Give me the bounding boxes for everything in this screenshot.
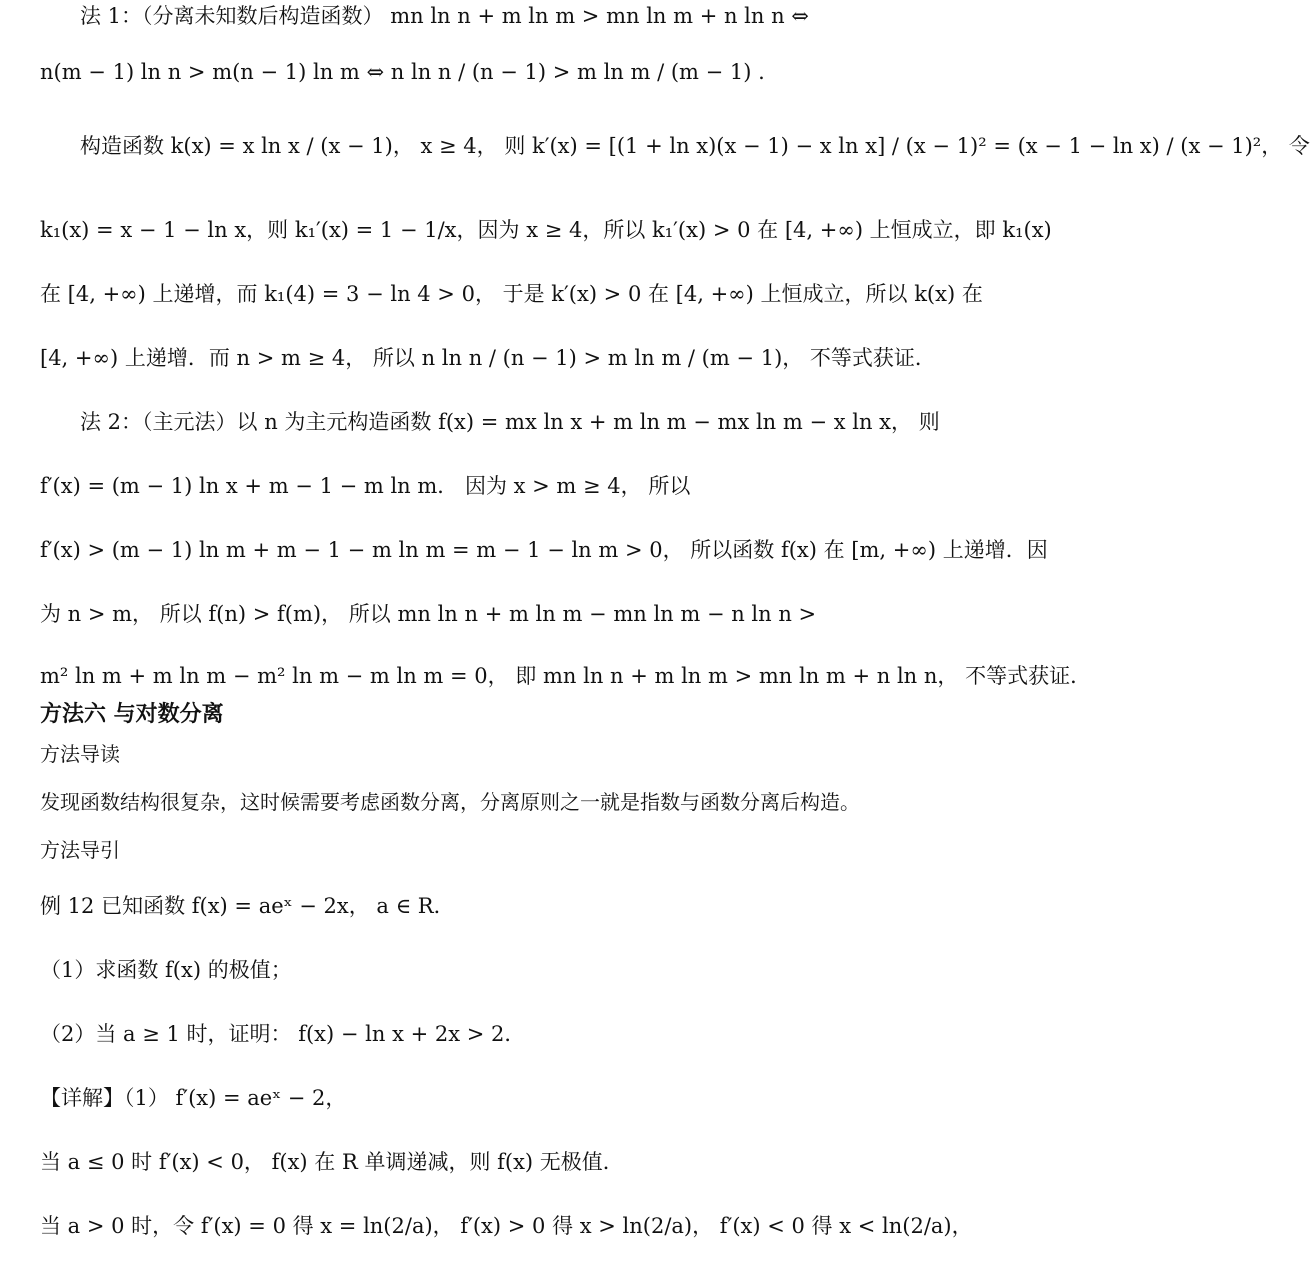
solution-line-2: 当 a ≤ 0 时 f′(x) < 0， f(x) 在 R 单调递减，则 f(x) 无极值． — [40, 1150, 624, 1174]
conclusion-1-line: [4, +∞) 上递增．而 n > m ≥ 4， 所以 n ln n / (n − 1) > m ln m / (m − 1)， 不等式获证． — [40, 346, 936, 370]
method-guide-heading: 方法导引 — [40, 838, 120, 862]
example-12: 例 12 已知函数 f(x) = aeˣ − 2x， a ∈ R． — [40, 894, 455, 918]
k-increasing-line: 在 [4, +∞) 上递增，而 k₁(4) = 3 − ln 4 > 0， 于是 k′(x) > 0 在 [4, +∞) 上恒成立，所以 k(x) 在 — [40, 282, 983, 306]
solution-line-1: 【详解】（1） f′(x) = aeˣ − 2， — [40, 1086, 347, 1110]
method-intro-heading: 方法导读 — [40, 742, 120, 766]
k1-derivative-line: k₁(x) = x − 1 − ln x，则 k₁′(x) = 1 − 1/x，因为 x ≥ 4，所以 k₁′(x) > 0 在 [4, +∞) 上恒成立，即 k₁(x) — [40, 218, 1052, 242]
question-1: （1）求函数 f(x) 的极值； — [40, 958, 292, 982]
construct-k-line: 构造函数 k(x) = x ln x / (x − 1)， x ≥ 4， 则 k′(x) = [(1 + ln x)(x − 1) − x ln x] / (x − 1)² = (x − 1 − ln x) / (x − 1)²， 令 — [80, 134, 1310, 158]
question-2: （2）当 a ≥ 1 时，证明： f(x) − ln x + 2x > 2． — [40, 1022, 526, 1046]
method-2-header: 法 2：（主元法）以 n 为主元构造函数 f(x) = mx ln x + m ln m − mx ln m − x ln x， 则 — [80, 410, 940, 434]
equivalence-line: n(m − 1) ln n > m(n − 1) ln m ⇔ n ln n / (n − 1) > m ln m / (m − 1) . — [40, 60, 765, 84]
method-intro-text: 发现函数结构很复杂，这时候需要考虑函数分离，分离原则之一就是指数与函数分离后构造。 — [40, 790, 860, 814]
solution-line-3: 当 a > 0 时，令 f′(x) = 0 得 x = ln(2/a)， f′(x) > 0 得 x > ln(2/a)， f′(x) < 0 得 x < ln(2/a)， — [40, 1214, 973, 1238]
conclusion-2-line: m² ln m + m ln m − m² ln m − m ln m = 0， 即 mn ln n + m ln m > mn ln m + n ln n， 不等式获证． — [40, 664, 1092, 688]
f-increasing-line: f′(x) > (m − 1) ln m + m − 1 − m ln m = m − 1 − ln m > 0， 所以函数 f(x) 在 [m, +∞) 上递增．因 — [40, 538, 1048, 562]
n-greater-m-line: 为 n > m， 所以 f(n) > f(m)， 所以 mn ln n + m ln m − mn ln m − n ln n > — [40, 602, 817, 626]
method-1-header: 法 1：（分离未知数后构造函数） mn ln n + m ln m > mn ln m + n ln n ⇔ — [80, 4, 809, 28]
f-derivative-line: f′(x) = (m − 1) ln x + m − 1 − m ln m． 因为 x > m ≥ 4， 所以 — [40, 474, 691, 498]
section-heading: 方法六 与对数分离 — [40, 702, 224, 727]
